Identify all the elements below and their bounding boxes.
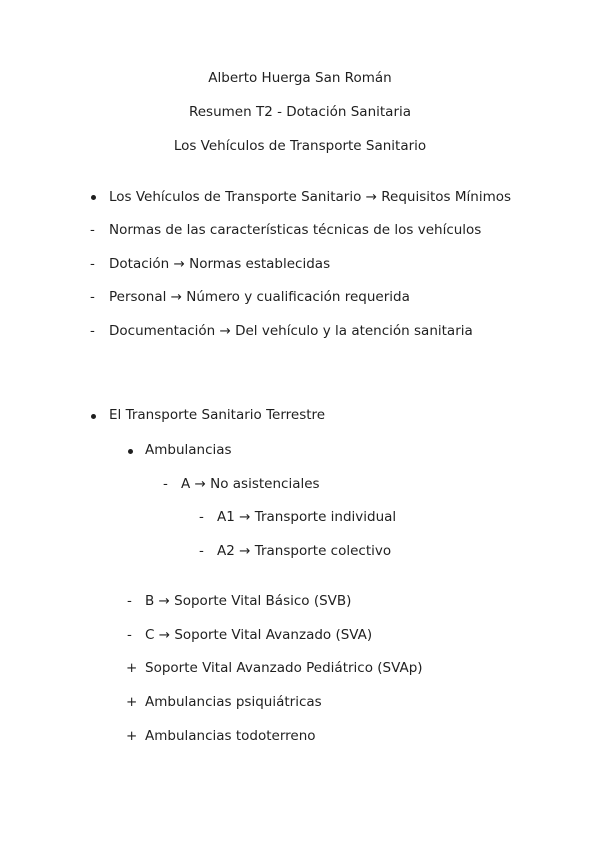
list-marker: +	[126, 660, 138, 676]
list-item: C → Soporte Vital Avanzado (SVA)	[145, 627, 373, 643]
list-item: Personal → Número y cualificación requerida	[109, 289, 410, 305]
list-marker: +	[126, 694, 138, 710]
list-item: Dotación → Normas establecidas	[109, 256, 331, 272]
list-item: Ambulancias todoterreno	[145, 728, 316, 744]
bullet-dot-icon	[91, 414, 96, 419]
list-item: Documentación → Del vehículo y la atención sanitaria	[109, 323, 473, 339]
section1-heading: Los Vehículos de Transporte Sanitario → Requisitos Mínimos	[109, 189, 512, 205]
list-marker: -	[127, 627, 132, 643]
summary-title: Resumen T2 - Dotación Sanitaria	[188, 104, 412, 120]
section2-heading: El Transporte Sanitario Terrestre	[109, 407, 326, 423]
list-item: Normas de las características técnicas de los vehículos	[109, 222, 482, 238]
list-marker: -	[90, 323, 95, 339]
list-marker: +	[126, 728, 138, 744]
list-item: Ambulancias psiquiátricas	[145, 694, 322, 710]
list-marker: -	[199, 543, 204, 559]
list-marker: -	[163, 476, 168, 492]
list-marker: -	[199, 509, 204, 525]
bullet-dot-icon	[91, 195, 96, 200]
list-item: B → Soporte Vital Básico (SVB)	[145, 593, 352, 609]
list-item: A2 → Transporte colectivo	[217, 543, 392, 559]
list-marker: -	[90, 289, 95, 305]
list-item: A1 → Transporte individual	[217, 509, 397, 525]
ambulancias-heading: Ambulancias	[145, 442, 232, 458]
list-marker: -	[90, 256, 95, 272]
list-marker: -	[127, 593, 132, 609]
bullet-dot-icon	[128, 449, 133, 454]
author-name: Alberto Huerga San Román	[208, 70, 392, 86]
list-item: Soporte Vital Avanzado Pediátrico (SVAp)	[145, 660, 423, 676]
list-item: A → No asistenciales	[181, 476, 320, 492]
topic-title: Los Vehículos de Transporte Sanitario	[173, 138, 427, 154]
list-marker: -	[90, 222, 95, 238]
